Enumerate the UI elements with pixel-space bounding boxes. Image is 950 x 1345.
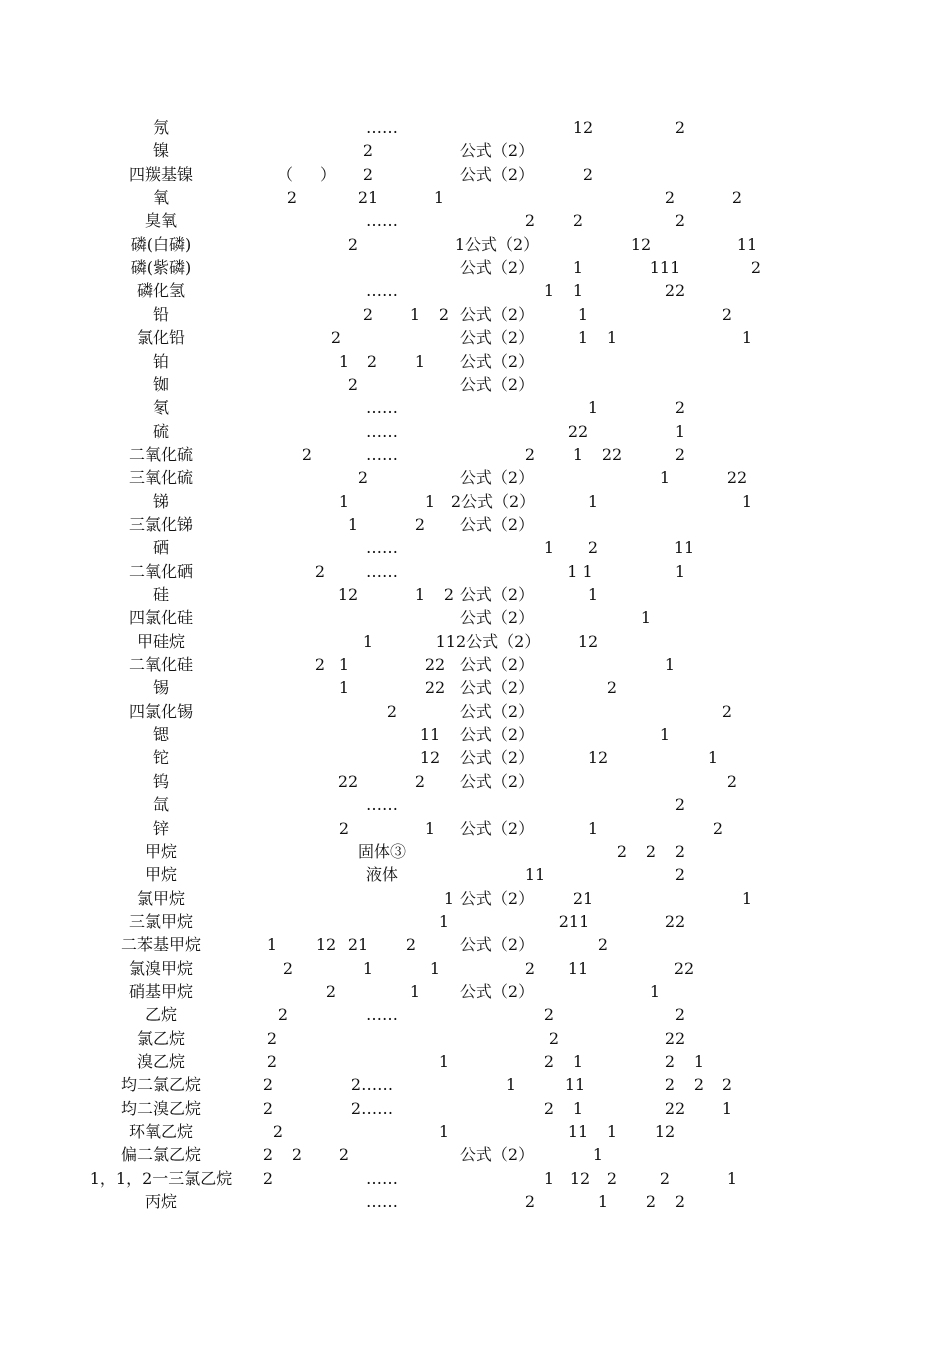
table-cell: 2 bbox=[338, 1145, 350, 1165]
table-cell: 2 bbox=[262, 1145, 274, 1165]
table-row bbox=[0, 1050, 950, 1073]
table-cell: 1 bbox=[443, 888, 455, 908]
table-cell: 2 bbox=[543, 1005, 555, 1025]
table-cell: …… bbox=[366, 421, 398, 441]
table-cell: 1 bbox=[577, 328, 589, 348]
table-cell: 2 bbox=[524, 444, 536, 464]
table-cell: 2 bbox=[726, 771, 738, 791]
table-row bbox=[0, 116, 950, 139]
table-cell: 1 bbox=[266, 935, 278, 955]
table-cell: 1 bbox=[741, 328, 753, 348]
table-cell: 112公式（2） bbox=[435, 631, 541, 651]
table-cell: 2 bbox=[272, 1122, 284, 1142]
table-cell: 22 bbox=[424, 655, 446, 675]
table-row bbox=[0, 1143, 950, 1166]
table-cell: …… bbox=[366, 795, 398, 815]
table-cell: 2 bbox=[347, 234, 359, 254]
table-cell: 1 bbox=[572, 1052, 584, 1071]
table-cell: 11 bbox=[524, 865, 546, 885]
substance-name: 氡 bbox=[152, 398, 169, 418]
table-cell: 公式（2） bbox=[459, 141, 535, 161]
table-cell: 公式（2） bbox=[459, 655, 535, 675]
table-cell: 公式（2） bbox=[459, 304, 535, 324]
substance-name: 环氧乙烷 bbox=[128, 1122, 193, 1142]
table-row bbox=[0, 1120, 950, 1143]
table-cell: 1 bbox=[587, 585, 599, 604]
table-cell: 22 bbox=[664, 911, 686, 931]
table-cell: 公式（2） bbox=[459, 701, 535, 721]
table-cell: 2 bbox=[664, 1075, 676, 1095]
substance-name: 甲烷 bbox=[144, 865, 177, 885]
table-cell: 22 bbox=[601, 444, 623, 464]
table-cell: 1 bbox=[338, 678, 350, 698]
substance-name: 硫 bbox=[152, 421, 169, 441]
substance-name: 铅 bbox=[152, 304, 169, 324]
table-cell: 2 bbox=[674, 211, 686, 231]
table-cell: 公式（2） bbox=[459, 771, 535, 791]
table-cell: 公式（2） bbox=[459, 981, 535, 1001]
substance-name: 甲硅烷 bbox=[136, 631, 185, 651]
table-cell: 1 bbox=[592, 1145, 604, 1165]
table-cell: 2 bbox=[721, 304, 733, 324]
table-cell: 1 bbox=[597, 1192, 609, 1212]
table-cell: 液体 bbox=[365, 865, 398, 885]
table-cell: 1 bbox=[649, 981, 661, 1001]
table-cell: 12 bbox=[654, 1122, 676, 1142]
table-cell: 2 bbox=[347, 374, 359, 394]
table-cell: 1 bbox=[674, 561, 686, 581]
table-cell: 2 bbox=[606, 678, 618, 698]
table-cell: 公式（2） bbox=[459, 258, 535, 278]
table-cell: 固体③ bbox=[357, 841, 406, 861]
substance-name: 四氯化硅 bbox=[128, 608, 193, 628]
table-row bbox=[0, 583, 950, 606]
table-cell: 12 bbox=[577, 631, 599, 651]
table-cell: （ bbox=[276, 164, 293, 184]
table-cell: 公式（2） bbox=[459, 818, 535, 838]
table-cell: 1 bbox=[414, 585, 426, 604]
table-cell: 1 bbox=[347, 514, 359, 534]
table-cell: 2 bbox=[572, 211, 584, 231]
table-cell: 公式（2） bbox=[459, 328, 535, 348]
table-cell: 2 bbox=[330, 328, 342, 348]
table-row bbox=[0, 1003, 950, 1026]
table-row bbox=[0, 793, 950, 816]
table-cell: 2…… bbox=[350, 1075, 394, 1095]
table-cell: 1公式（2） bbox=[454, 234, 540, 254]
table-cell: …… bbox=[366, 444, 398, 464]
table-cell: …… bbox=[366, 211, 398, 231]
table-cell: 公式（2） bbox=[459, 725, 535, 745]
table-cell: 11 bbox=[567, 958, 589, 978]
table-cell: 11 bbox=[564, 1075, 586, 1095]
table-row bbox=[0, 606, 950, 629]
table-cell: 2 bbox=[712, 818, 724, 838]
table-cell: 1 bbox=[543, 538, 555, 558]
table-cell: 1 bbox=[606, 1122, 618, 1142]
table-cell: 2 bbox=[266, 1028, 278, 1048]
table-cell: 公式（2） bbox=[459, 374, 535, 394]
table-cell: 2 bbox=[674, 444, 686, 464]
table-cell: 2 bbox=[674, 1005, 686, 1025]
substance-name: 乙烷 bbox=[144, 1005, 177, 1025]
substance-name: 铊 bbox=[152, 748, 169, 768]
table-cell: 11 bbox=[567, 1122, 589, 1142]
table-cell: 2 bbox=[645, 1192, 657, 1212]
table-cell: …… bbox=[366, 118, 398, 137]
table-cell: 1 bbox=[433, 188, 445, 208]
table-row bbox=[0, 840, 950, 863]
substance-name: 1，1，2一三氯乙烷 bbox=[89, 1168, 233, 1188]
table-row bbox=[0, 723, 950, 746]
table-cell: 1 bbox=[338, 491, 350, 511]
table-cell: 11 bbox=[419, 725, 441, 745]
substance-name: 铷 bbox=[152, 374, 169, 394]
table-cell: 211 bbox=[558, 911, 590, 931]
table-row bbox=[0, 256, 950, 279]
substance-name: 氙 bbox=[152, 795, 169, 815]
table-cell: 公式（2） bbox=[459, 164, 535, 184]
table-row bbox=[0, 420, 950, 443]
table-row bbox=[0, 863, 950, 886]
substance-name: 锶 bbox=[152, 725, 169, 745]
table-row bbox=[0, 957, 950, 980]
table-cell: 1 bbox=[674, 421, 686, 441]
table-cell: 1 bbox=[741, 491, 753, 511]
table-cell: 2 bbox=[582, 164, 594, 184]
substance-name: 二氧化硅 bbox=[128, 655, 193, 675]
table-row bbox=[0, 746, 950, 769]
table-cell: 2 bbox=[664, 188, 676, 208]
table-cell: 22 bbox=[664, 281, 686, 301]
substance-name: 氧 bbox=[152, 188, 169, 208]
substance-name: 铂 bbox=[152, 351, 169, 371]
table-cell: 2 bbox=[664, 1052, 676, 1071]
table-cell: 1 bbox=[338, 351, 350, 371]
substance-name: 锌 bbox=[152, 818, 169, 838]
table-row bbox=[0, 513, 950, 536]
table-cell: 2 bbox=[597, 935, 609, 955]
table-row bbox=[0, 1073, 950, 1096]
substance-name: 氯甲烷 bbox=[136, 888, 185, 908]
table-cell: 2 bbox=[262, 1098, 274, 1118]
table-row bbox=[0, 1190, 950, 1213]
table-cell: 111 bbox=[649, 258, 681, 278]
table-cell: 公式（2） bbox=[459, 608, 535, 628]
substance-name: 镍 bbox=[152, 141, 169, 161]
table-row bbox=[0, 536, 950, 559]
table-cell: …… bbox=[366, 398, 398, 418]
table-cell: 2 bbox=[674, 795, 686, 815]
table-cell: 1 bbox=[577, 304, 589, 324]
table-cell: 12 bbox=[419, 748, 441, 768]
table-cell: 2 bbox=[362, 141, 374, 161]
table-row bbox=[0, 1097, 950, 1120]
table-cell: 2 bbox=[362, 304, 374, 324]
table-cell: 2 bbox=[362, 164, 374, 184]
table-cell: 2 bbox=[750, 258, 762, 278]
table-cell: 2 bbox=[414, 771, 426, 791]
table-cell: 22 bbox=[673, 958, 695, 978]
table-cell: 2 bbox=[325, 981, 337, 1001]
table-cell: …… bbox=[366, 1168, 398, 1188]
table-cell: 2 bbox=[386, 701, 398, 721]
table-cell: ） bbox=[319, 164, 336, 184]
table-cell: 12 bbox=[630, 234, 652, 254]
table-cell: 22 bbox=[664, 1098, 686, 1118]
table-cell: 12 bbox=[337, 585, 359, 604]
table-row bbox=[0, 209, 950, 232]
table-cell: 22 bbox=[664, 1028, 686, 1048]
substance-name: 磷(紫磷) bbox=[130, 258, 192, 278]
substance-name: 锑 bbox=[152, 491, 169, 511]
table-cell: 2 bbox=[366, 351, 378, 371]
table-cell: 公式（2） bbox=[459, 514, 535, 534]
table-cell: 2 bbox=[524, 958, 536, 978]
table-cell: 1 bbox=[572, 281, 584, 301]
table-cell: 1 bbox=[543, 281, 555, 301]
table-cell: 1 bbox=[338, 655, 350, 675]
substance-name: 氯乙烷 bbox=[136, 1028, 185, 1048]
table-cell: 21 bbox=[357, 188, 379, 208]
table-cell: 1 bbox=[409, 981, 421, 1001]
table-cell: 1 bbox=[505, 1075, 517, 1095]
table-cell: 1 bbox=[429, 958, 441, 978]
table-cell: 1 bbox=[438, 911, 450, 931]
table-cell: 2 bbox=[443, 585, 455, 604]
table-cell: 2 bbox=[721, 701, 733, 721]
table-row bbox=[0, 373, 950, 396]
table-row bbox=[0, 770, 950, 793]
table-row bbox=[0, 186, 950, 209]
table-cell: 2 bbox=[314, 655, 326, 675]
substance-name: 四氯化锡 bbox=[128, 701, 193, 721]
substance-name: 钨 bbox=[152, 771, 169, 791]
table-row bbox=[0, 279, 950, 302]
table-cell: 2 bbox=[721, 1075, 733, 1095]
table-cell: 公式（2） bbox=[459, 748, 535, 768]
table-cell: 1 bbox=[721, 1098, 733, 1118]
table-cell: 1 bbox=[414, 351, 426, 371]
table-cell: 1 bbox=[572, 1098, 584, 1118]
table-cell: 1 bbox=[726, 1168, 738, 1188]
table-row bbox=[0, 443, 950, 466]
table-cell: 公式（2） bbox=[459, 1145, 535, 1165]
table-cell: 2 bbox=[405, 935, 417, 955]
table-cell: 公式（2） bbox=[459, 468, 535, 488]
table-cell: 公式（2） bbox=[459, 888, 535, 908]
table-cell: 12 bbox=[572, 118, 594, 137]
table-row bbox=[0, 630, 950, 653]
table-row bbox=[0, 980, 950, 1003]
table-cell: 2 bbox=[338, 818, 350, 838]
table-cell: 1 bbox=[659, 725, 671, 745]
substance-name: 氯化铅 bbox=[136, 328, 185, 348]
substance-name: 丙烷 bbox=[144, 1192, 177, 1212]
table-cell: 2 bbox=[616, 841, 628, 861]
table-cell: 2…… bbox=[350, 1098, 394, 1118]
table-cell: 1 bbox=[438, 1052, 450, 1071]
table-row bbox=[0, 303, 950, 326]
table-row bbox=[0, 700, 950, 723]
table-cell: 1 bbox=[362, 958, 374, 978]
table-cell: 21 bbox=[347, 935, 369, 955]
table-cell: 12 bbox=[569, 1168, 591, 1188]
table-cell: 2 bbox=[674, 398, 686, 418]
table-row bbox=[0, 233, 950, 256]
substance-name: 臭氧 bbox=[144, 211, 177, 231]
table-cell: 2 bbox=[731, 188, 743, 208]
substance-name: 三氧化硫 bbox=[128, 468, 193, 488]
table-cell: 2 bbox=[282, 958, 294, 978]
table-cell: 2公式（2） bbox=[450, 491, 536, 511]
table-row bbox=[0, 139, 950, 162]
table-row bbox=[0, 817, 950, 840]
table-row bbox=[0, 490, 950, 513]
table-cell: 公式（2） bbox=[459, 935, 535, 955]
substance-name: 均二溴乙烷 bbox=[120, 1098, 201, 1118]
table-cell: 1 bbox=[587, 398, 599, 418]
table-row bbox=[0, 350, 950, 373]
table-cell: 2 bbox=[414, 514, 426, 534]
table-cell: 22 bbox=[567, 421, 589, 441]
table-cell: 11 bbox=[673, 538, 695, 558]
table-cell: …… bbox=[366, 281, 398, 301]
table-cell: …… bbox=[366, 561, 398, 581]
table-cell: 1 bbox=[664, 655, 676, 675]
table-cell: 22 bbox=[337, 771, 359, 791]
substance-name: 磷化氢 bbox=[136, 281, 185, 301]
table-cell: 1 bbox=[741, 888, 753, 908]
table-cell: 11 bbox=[736, 234, 758, 254]
table-row bbox=[0, 326, 950, 349]
substance-name: 四羰基镍 bbox=[128, 164, 193, 184]
table-cell: 2 bbox=[262, 1168, 274, 1188]
table-row bbox=[0, 396, 950, 419]
substance-name: 二氧化硫 bbox=[128, 444, 193, 464]
table-cell: 2 bbox=[301, 444, 313, 464]
table-cell: 2 bbox=[606, 1168, 618, 1188]
table-cell: 2 bbox=[543, 1052, 555, 1071]
substance-name: 三氯化锑 bbox=[128, 514, 193, 534]
substance-name: 硒 bbox=[152, 538, 169, 558]
table-cell: 22 bbox=[726, 468, 748, 488]
table-cell: 2 bbox=[587, 538, 599, 558]
table-row bbox=[0, 676, 950, 699]
table-cell: 2 bbox=[659, 1168, 671, 1188]
table-cell: 2 bbox=[277, 1005, 289, 1025]
table-cell: 2 bbox=[524, 1192, 536, 1212]
table-cell: 1 bbox=[659, 468, 671, 488]
table-row bbox=[0, 933, 950, 956]
table-cell: 2 bbox=[548, 1028, 560, 1048]
table-cell: 2 bbox=[524, 211, 536, 231]
table-cell: …… bbox=[366, 1192, 398, 1212]
table-cell: 2 bbox=[286, 188, 298, 208]
table-row bbox=[0, 910, 950, 933]
table-cell: 1 1 bbox=[567, 561, 593, 581]
table-cell: 21 bbox=[572, 888, 594, 908]
table-cell: 1 bbox=[587, 818, 599, 838]
table-cell: 2 bbox=[674, 118, 686, 137]
table-cell: 2 bbox=[314, 561, 326, 581]
table-cell: 2 bbox=[645, 841, 657, 861]
table-cell: 1 bbox=[362, 631, 374, 651]
table-row bbox=[0, 1027, 950, 1050]
table-cell: 2 bbox=[262, 1075, 274, 1095]
table-cell: 2 bbox=[543, 1098, 555, 1118]
table-cell: 公式（2） bbox=[459, 585, 535, 604]
table-row bbox=[0, 163, 950, 186]
table-row bbox=[0, 887, 950, 910]
table-cell: 2 bbox=[693, 1075, 705, 1095]
substance-name: 硅 bbox=[152, 585, 169, 604]
table-cell: 1 bbox=[572, 444, 584, 464]
substance-name: 锡 bbox=[152, 678, 169, 698]
table-cell: 2 bbox=[438, 304, 450, 324]
substance-name: 甲烷 bbox=[144, 841, 177, 861]
table-cell: 1 bbox=[572, 258, 584, 278]
substance-name: 氯溴甲烷 bbox=[128, 958, 193, 978]
table-cell: 公式（2） bbox=[459, 678, 535, 698]
table-cell: 2 bbox=[674, 865, 686, 885]
table-cell: 1 bbox=[424, 818, 436, 838]
substance-name: 溴乙烷 bbox=[136, 1052, 185, 1071]
table-cell: 1 bbox=[438, 1122, 450, 1142]
table-cell: 2 bbox=[291, 1145, 303, 1165]
substance-name: 三氯甲烷 bbox=[128, 911, 193, 931]
table-cell: 2 bbox=[674, 841, 686, 861]
table-cell: 2 bbox=[266, 1052, 278, 1071]
table-cell: 2 bbox=[357, 468, 369, 488]
table-row bbox=[0, 1167, 950, 1190]
table-cell: 1 bbox=[543, 1168, 555, 1188]
table-cell: 1 bbox=[409, 304, 421, 324]
table-cell: 2 bbox=[674, 1192, 686, 1212]
substance-name: 硝基甲烷 bbox=[128, 981, 193, 1001]
table-cell: 1 bbox=[693, 1052, 705, 1071]
table-cell: 22 bbox=[424, 678, 446, 698]
table-row bbox=[0, 466, 950, 489]
table-cell: 1 bbox=[424, 491, 436, 511]
table-cell: 公式（2） bbox=[459, 351, 535, 371]
substance-name: 偏二氯乙烷 bbox=[120, 1145, 201, 1165]
substance-name: 磷(白磷) bbox=[130, 234, 192, 254]
table-cell: …… bbox=[366, 538, 398, 558]
substance-name: 二苯基甲烷 bbox=[120, 935, 201, 955]
table-cell: 12 bbox=[315, 935, 337, 955]
table-cell: 1 bbox=[707, 748, 719, 768]
table-cell: …… bbox=[366, 1005, 398, 1025]
table-cell: 1 bbox=[587, 491, 599, 511]
table-cell: 12 bbox=[587, 748, 609, 768]
table-row bbox=[0, 653, 950, 676]
table-cell: 1 bbox=[606, 328, 618, 348]
substance-name: 氖 bbox=[152, 118, 169, 137]
substance-name: 二氧化硒 bbox=[128, 561, 193, 581]
table-row bbox=[0, 560, 950, 583]
table-cell: 1 bbox=[640, 608, 652, 628]
substance-name: 均二氯乙烷 bbox=[120, 1075, 201, 1095]
